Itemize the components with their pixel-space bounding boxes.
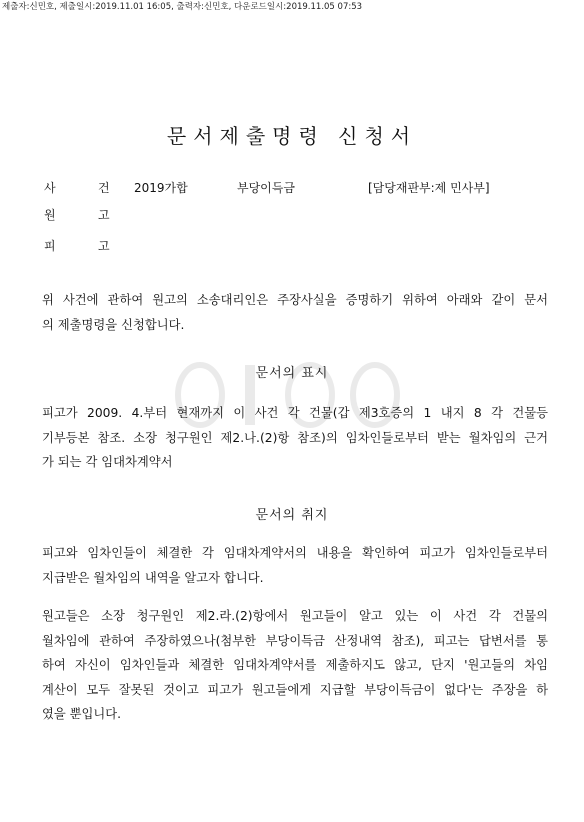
intro-line: 의 제출명령을 신청합니다.	[42, 317, 185, 332]
purpose-paragraph-2	[42, 604, 548, 727]
purpose-line: 계산이 모두 잘못된 것이고 피고가 원고들에게 지급할 부당이득금이 없다'는 주장을 하	[42, 682, 548, 697]
defendant-label-a: 피	[44, 239, 56, 253]
section-heading-document-description: 문서의 표시	[255, 366, 329, 381]
purpose-line: 피고와 임차인들이 체결한 각 임대차계약서의 내용을 확인하여 피고가 임차인들로부터	[42, 546, 548, 560]
purpose-line: 원고들은 소장 청구원인 제2.라.(2)항에서 원고들이 알고 있는 이 사건 각 건물의	[42, 609, 548, 623]
intro-paragraph	[42, 288, 548, 337]
defendant-label-b: 고	[98, 239, 110, 253]
intro-line: 위 사건에 관하여 원고의 소송대리인은 주장사실을 증명하기 위하여 아래와 같이 문서	[42, 293, 548, 307]
description-line: 피고가 2009. 4.부터 현재까지 이 사건 각 건물(갑 제3호증의 1 내지 8 각 건물등	[42, 406, 548, 420]
submission-meta-header: 제출자:신민호, 제출일시:2019.11.01 16:05, 출력자:신민호, 다운로드일시:2019.11.05 07:53	[2, 2, 363, 12]
case-label-a: 사	[44, 181, 56, 195]
purpose-line: 하여 자신이 임차인들과 체결한 임대차계약서를 제출하지도 않고, 단지 '원고들의 차임	[42, 658, 548, 672]
purpose-line: 월차임에 관하여 주장하였으나(첨부한 부당이득금 산정내역 참조), 피고는 답변서를 통	[42, 633, 548, 648]
department-label: [담당재판부:제 민사부]	[368, 181, 490, 195]
plaintiff-label-a: 원	[44, 208, 56, 222]
purpose-paragraph-1	[42, 541, 548, 590]
purpose-line: 였을 뿐입니다.	[42, 707, 122, 721]
document-title: 문서제출명령 신청서	[166, 124, 418, 148]
description-line: 가 되는 각 임대차계약서	[42, 455, 173, 469]
case-number: 2019가합	[134, 181, 188, 195]
case-label-b: 건	[98, 181, 110, 195]
case-name: 부당이득금	[237, 181, 295, 195]
purpose-line: 지급받은 월차임의 내역을 알고자 합니다.	[42, 570, 264, 585]
document-description-paragraph	[42, 401, 548, 475]
description-line: 기부등본 참조. 소장 청구원인 제2.나.(2)항 참조)의 임차인들로부터 받는 월차임의 근거	[42, 430, 548, 445]
section-heading-document-purpose: 문서의 취지	[255, 508, 329, 523]
plaintiff-label-b: 고	[98, 208, 110, 222]
